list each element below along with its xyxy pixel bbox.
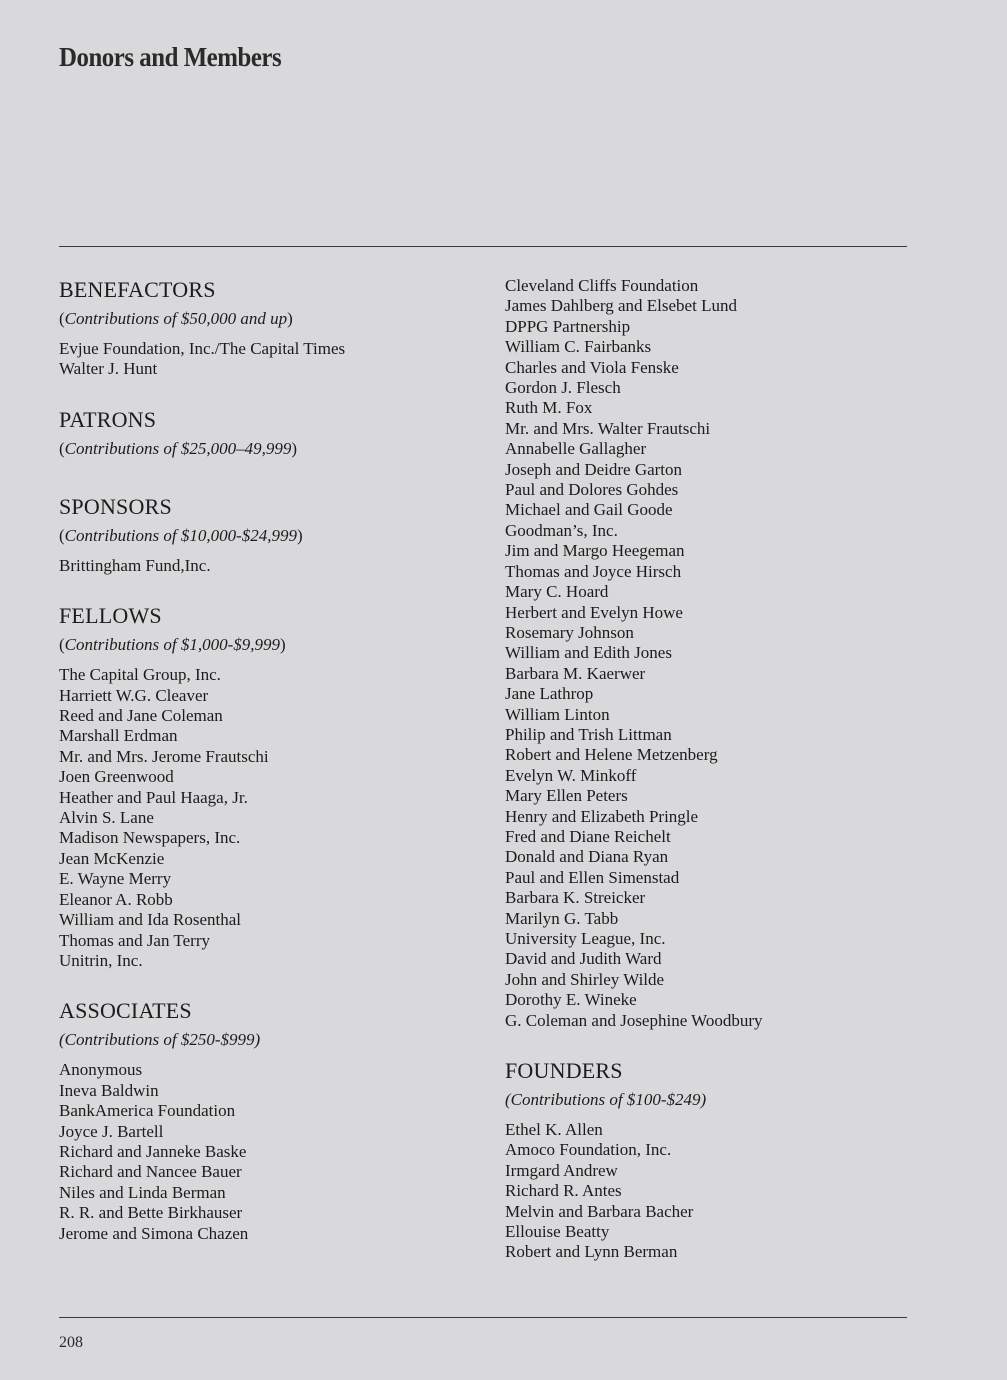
top-divider <box>59 246 907 247</box>
donor-name: Harriett W.G. Cleaver <box>59 685 209 705</box>
donor-name: Michael and Gail Goode <box>505 500 673 520</box>
benefactors-note-text: Contributions of $50,000 and up <box>64 309 288 328</box>
donor-name: Ruth M. Fox <box>505 398 593 418</box>
left-column <box>59 276 479 1244</box>
donor-name: David and Judith Ward <box>505 949 662 969</box>
donor-name: Thomas and Joyce Hirsch <box>505 561 682 581</box>
donor-name: Eleanor A. Robb <box>59 889 173 909</box>
donor-name: Niles and Linda Berman <box>59 1182 226 1202</box>
donor-name: James Dahlberg and Elsebet Lund <box>505 296 737 316</box>
donor-name: Jane Lathrop <box>505 684 594 704</box>
donor-name: University League, Inc. <box>505 929 666 948</box>
sponsors-section <box>59 493 479 576</box>
donor-name: Paul and Dolores Gohdes <box>505 480 679 500</box>
donor-name: Mary Ellen Peters <box>505 786 628 806</box>
donor-name: Ethel K. Allen <box>505 1120 603 1140</box>
donor-name: Ellouise Beatty <box>505 1222 610 1242</box>
associates-note <box>59 1029 479 1051</box>
donor-name: Herbert and Evelyn Howe <box>505 602 683 622</box>
sponsors-list <box>59 556 479 576</box>
sponsors-heading: SPONSORS <box>59 493 172 519</box>
donor-name: Thomas and Jan Terry <box>59 930 210 950</box>
donor-name: Joen Greenwood <box>59 767 174 787</box>
donor-name: William C. Fairbanks <box>505 337 652 357</box>
donor-name: Gordon J. Flesch <box>505 378 621 398</box>
donor-name: Unitrin, Inc. <box>59 950 143 970</box>
patrons-heading: PATRONS <box>59 406 157 432</box>
page-number: 208 <box>59 1334 83 1351</box>
founders-heading: FOUNDERS <box>505 1058 623 1084</box>
fellows-heading: FELLOWS <box>59 603 162 629</box>
donor-name: Robert and Helene Metzenberg <box>505 745 718 765</box>
donor-name: DPPG Partnership <box>505 316 631 336</box>
donor-name: Richard R. Antes <box>505 1181 622 1201</box>
donor-name: Jerome and Simona Chazen <box>59 1223 249 1243</box>
donor-name: Donald and Diana Ryan <box>505 847 669 867</box>
donor-name: William and Ida Rosenthal <box>59 910 242 930</box>
fellows-section <box>59 602 479 971</box>
donor-name: Robert and Lynn Berman <box>505 1242 678 1262</box>
patrons-section <box>59 406 479 460</box>
right-column <box>505 276 925 1263</box>
founders-note-text: (Contributions of $100-$249) <box>505 1090 707 1110</box>
patrons-note: (Contributions of $25,000–49,999) <box>59 438 298 458</box>
donor-name: Melvin and Barbara Bacher <box>505 1201 694 1221</box>
donor-name: Marilyn G. Tabb <box>505 908 619 928</box>
donor-name: William Linton <box>505 704 610 724</box>
donor-name: Heather and Paul Haaga, Jr. <box>59 787 248 807</box>
donor-name: Mr. and Mrs. Walter Frautschi <box>505 418 711 438</box>
sponsors-note: (Contributions of $10,000-$24,999) <box>59 525 303 545</box>
patrons-note-text: Contributions of $25,000–49,999 <box>64 438 292 458</box>
donor-name: Mr. and Mrs. Jerome Frautschi <box>59 746 269 766</box>
donor-name: Marshall Erdman <box>59 726 178 746</box>
donor-name: Dorothy E. Wineke <box>505 990 637 1010</box>
donor-name: Reed and Jane Coleman <box>59 706 223 726</box>
page-title: Donors and Members <box>59 42 282 72</box>
bottom-divider <box>59 1317 907 1318</box>
associates-section <box>59 997 479 1244</box>
donor-name: The Capital Group, Inc. <box>59 665 221 685</box>
donor-name: BankAmerica Foundation <box>59 1101 236 1121</box>
donor-name: Amoco Foundation, Inc. <box>505 1140 672 1160</box>
benefactors-heading: BENEFACTORS <box>59 277 216 302</box>
fellows-list <box>59 665 479 971</box>
donor-name: R. R. and Bette Birkhauser <box>59 1203 243 1223</box>
benefactors-list <box>59 339 479 380</box>
donor-name: Goodman’s, Inc. <box>505 520 618 540</box>
donor-name: John and Shirley Wilde <box>505 969 665 989</box>
donor-name: Richard and Nancee Bauer <box>59 1162 242 1182</box>
donor-name: Cleveland Cliffs Foundation <box>505 276 699 295</box>
donor-name: Jean McKenzie <box>59 848 165 868</box>
donor-name: Barbara M. Kaerwer <box>505 663 646 683</box>
donor-name: E. Wayne Merry <box>59 869 172 889</box>
donor-name: Anonymous <box>59 1060 143 1080</box>
associates-continued-section <box>505 276 925 1031</box>
donor-name: Madison Newspapers, Inc. <box>59 828 241 848</box>
donor-name: Philip and Trish Littman <box>505 724 672 744</box>
donor-name: Evelyn W. Minkoff <box>505 765 637 785</box>
fellows-note-text: Contributions of $1,000-$9,999 <box>64 635 281 655</box>
donor-name: Walter J. Hunt <box>59 359 158 379</box>
sponsors-note-text: Contributions of $10,000-$24,999 <box>64 525 298 545</box>
associates-continued-list <box>505 276 925 1031</box>
donor-name: Paul and Ellen Simenstad <box>505 867 680 887</box>
donor-name: Joseph and Deidre Garton <box>505 459 683 479</box>
donor-name: Joyce J. Bartell <box>59 1121 164 1141</box>
donor-name: Ineva Baldwin <box>59 1080 159 1100</box>
donor-name: Jim and Margo Heegeman <box>505 541 685 561</box>
benefactors-note: (Contributions of $50,000 and up) <box>59 309 293 328</box>
benefactors-section <box>59 276 479 380</box>
donor-name: Evjue Foundation, Inc./The Capital Times <box>59 339 346 358</box>
donor-name: William and Edith Jones <box>505 643 672 663</box>
donor-name: Barbara K. Streicker <box>505 888 646 908</box>
donor-name: Richard and Janneke Baske <box>59 1141 247 1161</box>
donor-name: Charles and Viola Fenske <box>505 357 679 377</box>
associates-note-text: (Contributions of $250-$999) <box>59 1030 261 1050</box>
donor-name: Fred and Diane Reichelt <box>505 826 671 846</box>
founders-section <box>505 1057 925 1263</box>
founders-list <box>505 1120 925 1263</box>
donor-name: Irmgard Andrew <box>505 1160 618 1180</box>
donor-name: G. Coleman and Josephine Woodbury <box>505 1010 763 1030</box>
donor-name: Henry and Elizabeth Pringle <box>505 806 699 826</box>
donor-name: Mary C. Hoard <box>505 582 609 602</box>
founders-note <box>505 1089 925 1111</box>
donor-name: Brittingham Fund,Inc. <box>59 555 211 575</box>
donor-name: Alvin S. Lane <box>59 808 154 828</box>
associates-list <box>59 1060 479 1244</box>
associates-heading: ASSOCIATES <box>59 998 192 1024</box>
donor-name: Rosemary Johnson <box>505 622 634 642</box>
donor-name: Annabelle Gallagher <box>505 439 647 459</box>
fellows-note: (Contributions of $1,000-$9,999) <box>59 635 286 655</box>
